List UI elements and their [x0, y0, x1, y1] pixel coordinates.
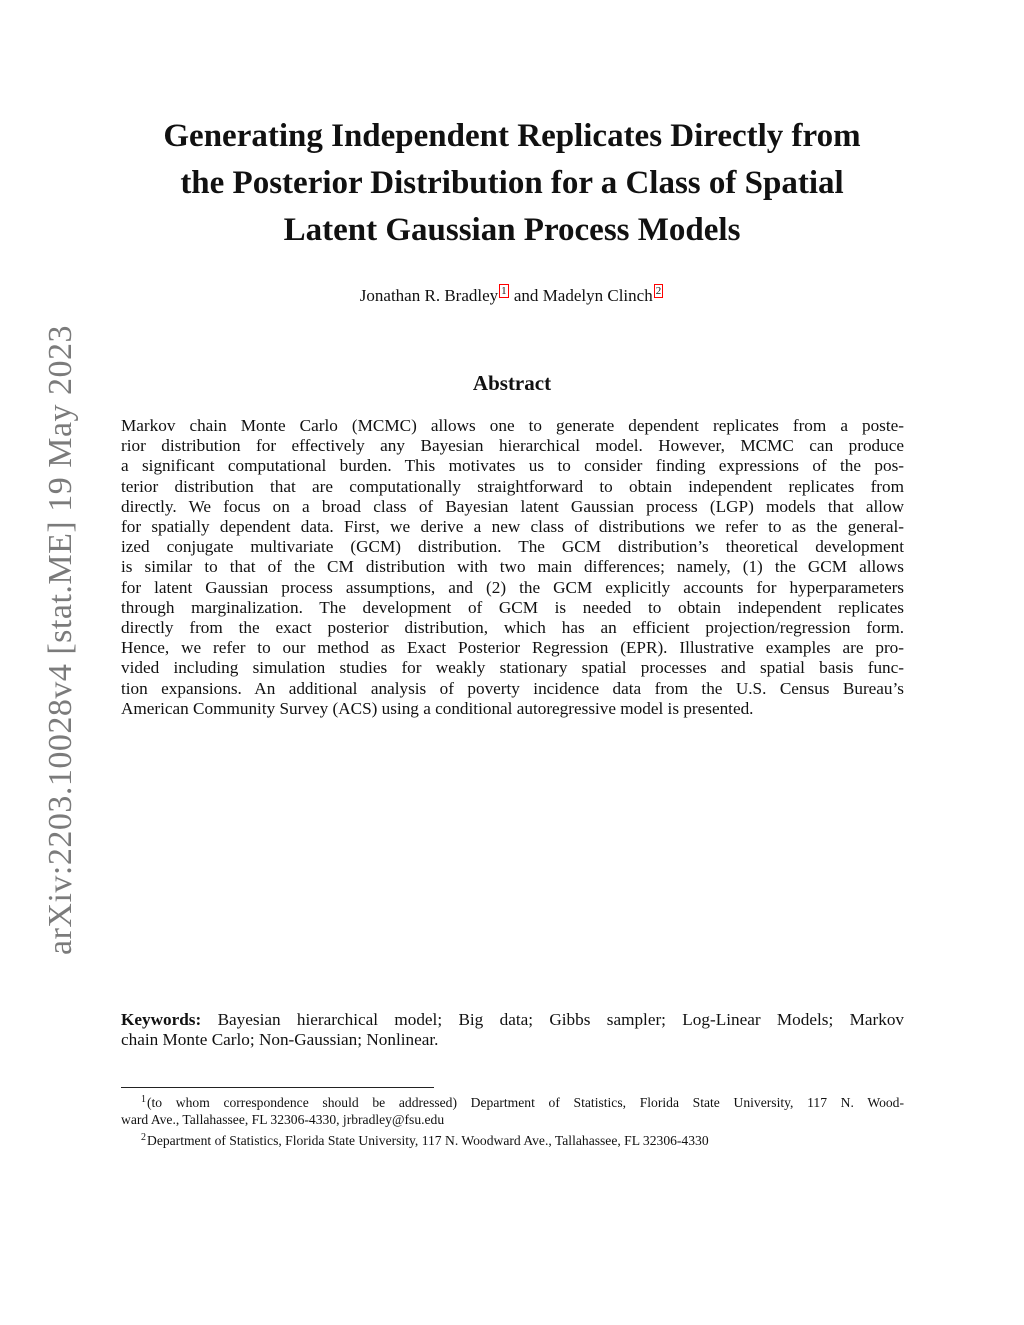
abstract-line: American Community Survey (ACS) using a conditional autoregressive model is presented.: [121, 698, 754, 718]
author-name-1: Jonathan R. Bradley: [359, 286, 499, 305]
footnote-divider: [121, 1087, 434, 1088]
footnote-2: [121, 1132, 904, 1149]
author-list: [112, 284, 912, 308]
footnote-link-2[interactable]: 2: [655, 285, 662, 297]
abstract-line: directly from the exact posterior distribution, which has an efficient projection/regression form.: [121, 618, 904, 638]
footnote-1: [121, 1094, 904, 1128]
footnote-2-mark: 2: [141, 1132, 146, 1143]
footnote-1-line-2: ward Ave., Tallahassee, FL 32306-4330, jrbradley@fsu.edu: [121, 1112, 445, 1127]
arxiv-identifier-stamp[interactable]: arXiv:2203.10028v4 [stat.ME] 19 May 2023: [42, 324, 79, 955]
abstract-line: through marginalization. The development of GCM is needed to obtain independent replicates: [121, 597, 904, 617]
abstract-line: tion expansions. An additional analysis of poverty incidence data from the U.S. Census Bureau’s: [121, 678, 904, 698]
abstract-line: a significant computational burden. This motivates us to consider finding expressions of the pos-: [121, 456, 904, 476]
abstract-line: directly. We focus on a broad class of Bayesian latent Gaussian process (LGP) models that allow: [121, 496, 904, 516]
abstract-line: ized conjugate multivariate (GCM) distribution. The GCM distribution’s theoretical development: [121, 537, 904, 557]
footnote-1-text: (to whom correspondence should be addressed) Department of Statistics, Florida State University, 117 N. Wood-: [147, 1095, 904, 1110]
paper-title: [112, 113, 912, 254]
footnote-1-mark: 1: [141, 1094, 146, 1105]
author-name-2: Madelyn Clinch: [542, 286, 653, 305]
footnotes: [121, 1094, 904, 1153]
keywords-section: [121, 1010, 904, 1050]
author-connector: and: [513, 286, 539, 305]
abstract-heading: Abstract: [472, 371, 552, 395]
footnote-1-line-1: [121, 1094, 904, 1111]
title-line-3: Latent Gaussian Process Models: [283, 212, 741, 248]
title-line-1: Generating Independent Replicates Directly from: [163, 118, 861, 154]
abstract-line: Hence, we refer to our method as Exact Posterior Regression (EPR). Illustrative examples are pro-: [121, 638, 904, 658]
abstract-line: rior distribution for effectively any Bayesian hierarchical model. However, MCMC can produce: [121, 436, 904, 456]
footnote-link-1[interactable]: 1: [501, 285, 507, 297]
abstract-line: is similar to that of the CM distribution with two main differences; namely, (1) the GCM allows: [121, 557, 904, 577]
keywords-line-1: [121, 1010, 904, 1030]
title-line-2: the Posterior Distribution for a Class of Spatial: [180, 165, 844, 201]
abstract-line: Markov chain Monte Carlo (MCMC) allows one to generate dependent replicates from a poste-: [121, 416, 904, 435]
keywords-line-2: chain Monte Carlo; Non-Gaussian; Nonlinear.: [121, 1030, 439, 1050]
abstract-line: for latent Gaussian process assumptions, and (2) the GCM explicitly accounts for hyperparameters: [121, 577, 904, 597]
abstract-text: [121, 416, 904, 719]
footnote-2-text: Department of Statistics, Florida State University, 117 N. Woodward Ave., Tallahassee, FL 32306-4330: [147, 1133, 709, 1148]
abstract-line: terior distribution that are computationally straightforward to obtain independent replicates from: [121, 476, 904, 496]
abstract-line: for spatially dependent data. First, we derive a new class of distributions we refer to as the general-: [121, 517, 904, 537]
keywords-label: Keywords:: [121, 1010, 202, 1029]
footnote-2-line-1: [121, 1132, 904, 1149]
keywords-text-1: Bayesian hierarchical model; Big data; Gibbs sampler; Log-Linear Models; Markov: [217, 1010, 905, 1029]
abstract-line: vided including simulation studies for weakly stationary spatial processes and spatial basis func-: [121, 658, 904, 678]
